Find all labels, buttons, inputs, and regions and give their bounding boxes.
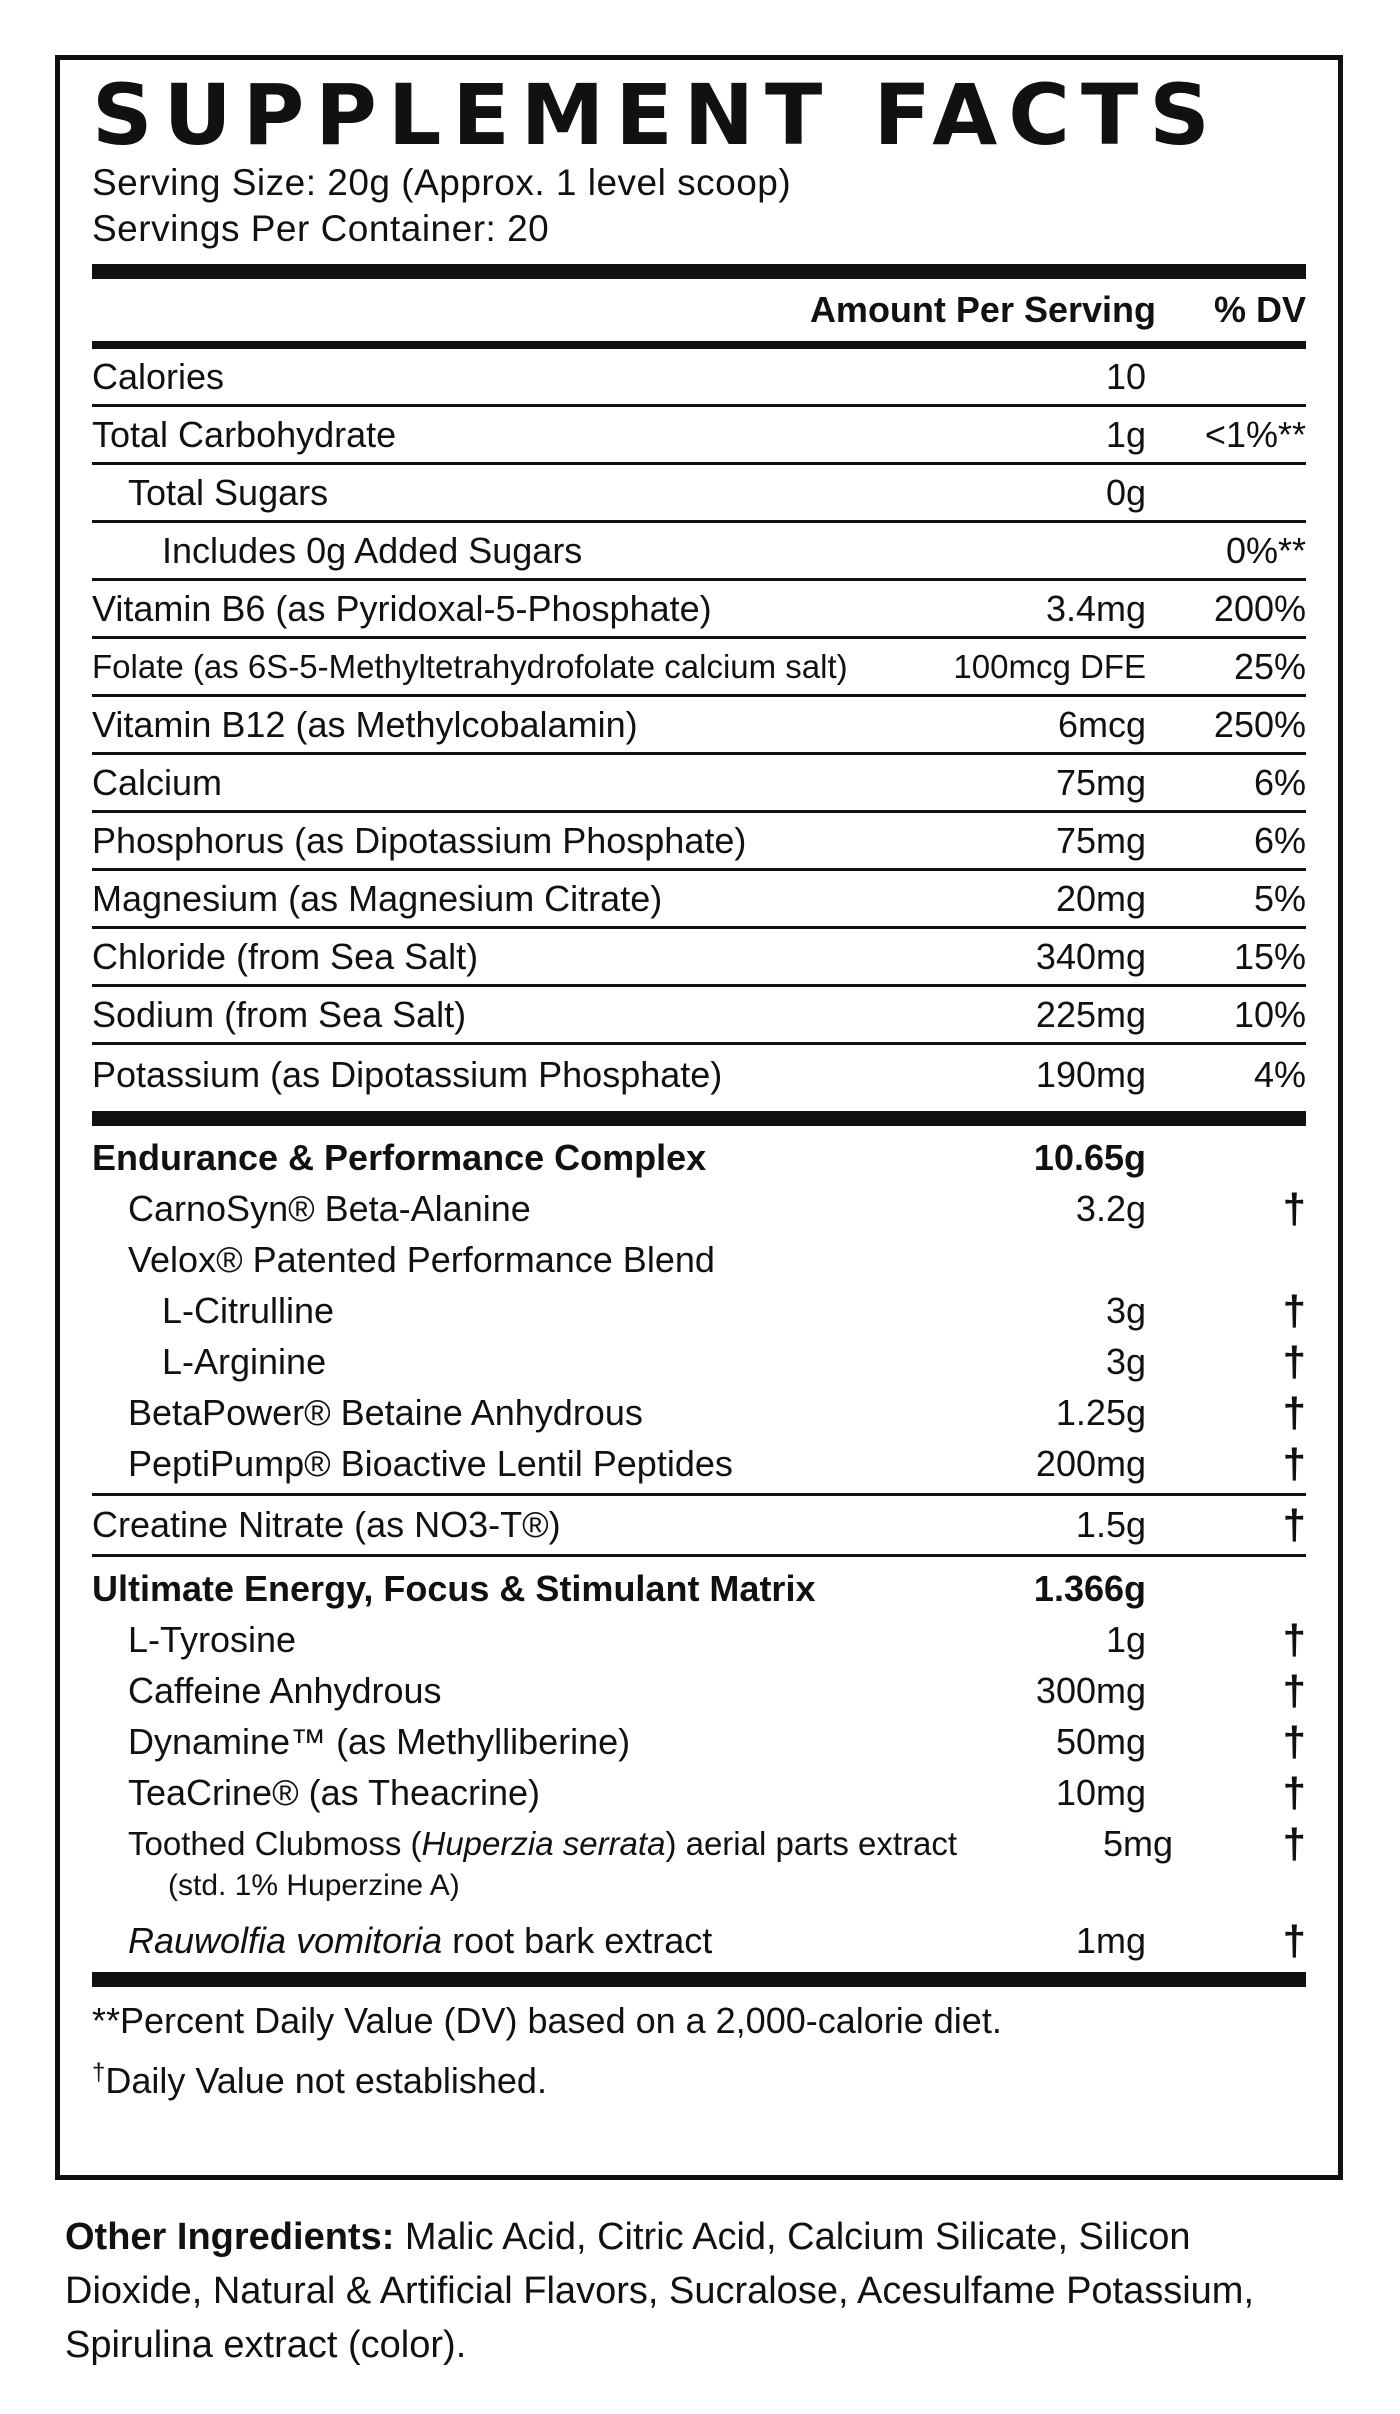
amount-header: Amount Per Serving bbox=[809, 289, 1156, 330]
endurance-complex bbox=[92, 1132, 1306, 1489]
dagger-mark: † bbox=[1282, 1337, 1306, 1385]
creatine-row bbox=[92, 1496, 1306, 1554]
ingredient-name: L-Citrulline bbox=[162, 1289, 335, 1331]
dagger-mark: † bbox=[1282, 1286, 1306, 1334]
other-ingredients-label: Other Ingredients: bbox=[65, 2216, 395, 2258]
nutrient-dv: 6% bbox=[1253, 761, 1306, 803]
nutrient-amount: 1g bbox=[1105, 413, 1146, 455]
servings-per-container: Servings Per Container: 20 bbox=[92, 208, 550, 249]
dagger-mark: † bbox=[1282, 1768, 1306, 1816]
dagger-mark: † bbox=[1282, 1717, 1306, 1765]
nutrient-row bbox=[92, 465, 1306, 523]
nutrient-amount: 100mcg DFE bbox=[953, 647, 1146, 685]
ingredient-row bbox=[92, 1183, 1306, 1234]
nutrient-dv: 200% bbox=[1213, 587, 1306, 629]
ingredient-row bbox=[92, 1438, 1306, 1489]
footnotes bbox=[92, 1995, 1306, 2107]
nutrient-name: Vitamin B6 (as Pyridoxal-5-Phosphate) bbox=[92, 587, 712, 629]
nutrient-dv: 25% bbox=[1233, 645, 1306, 687]
nutrient-dv: 15% bbox=[1233, 935, 1306, 977]
ingredient-amount: 1g bbox=[1105, 1618, 1146, 1660]
divider-thin bbox=[92, 1554, 1306, 1557]
nutrient-row bbox=[92, 697, 1306, 755]
nutrient-dv: 0%** bbox=[1225, 529, 1306, 571]
nutrient-row bbox=[92, 349, 1306, 407]
ingredient-amount: 1mg bbox=[1075, 1919, 1146, 1961]
nutrient-amount: 3.4mg bbox=[1045, 587, 1146, 629]
ingredient-row bbox=[92, 1285, 1306, 1336]
nutrient-row bbox=[92, 639, 1306, 697]
ingredient-subnote: (std. 1% Huperzine A) bbox=[168, 1869, 460, 1902]
ingredient-name: Toothed Clubmoss (Huperzia serrata) aerial parts extract bbox=[128, 1824, 958, 1862]
ingredient-name: TeaCrine® (as Theacrine) bbox=[128, 1771, 541, 1813]
nutrient-name: Magnesium (as Magnesium Citrate) bbox=[92, 877, 663, 919]
nutrient-name: Calcium bbox=[92, 761, 223, 803]
botanical-name: Rauwolfia vomitoria bbox=[128, 1919, 443, 1961]
nutrient-name: Potassium (as Dipotassium Phosphate) bbox=[92, 1054, 723, 1095]
dagger-mark: † bbox=[1282, 1439, 1306, 1487]
ingredient-row bbox=[92, 1614, 1306, 1665]
nutrient-row bbox=[92, 871, 1306, 929]
ingredient-name: Dynamine™ (as Methylliberine) bbox=[128, 1720, 631, 1762]
ingredient-row bbox=[92, 1234, 1306, 1285]
nutrient-row bbox=[92, 1045, 1306, 1105]
dagger-mark: † bbox=[1282, 1501, 1306, 1548]
blend-amount: 1.366g bbox=[1033, 1567, 1146, 1609]
nutrient-amount: 20mg bbox=[1055, 877, 1146, 919]
nutrient-dv: 5% bbox=[1253, 877, 1306, 919]
panel-title: SUPPLEMENT FACTS bbox=[92, 66, 1221, 164]
nutrient-amount: 225mg bbox=[1035, 993, 1146, 1035]
ingredient-row bbox=[92, 1387, 1306, 1438]
nutrient-name: Total Sugars bbox=[128, 471, 329, 513]
ingredient-name: BetaPower® Betaine Anhydrous bbox=[128, 1391, 643, 1433]
nutrient-name: Sodium (from Sea Salt) bbox=[92, 993, 467, 1035]
blend-name: Ultimate Energy, Focus & Stimulant Matrix bbox=[92, 1567, 816, 1609]
blend-name: Endurance & Performance Complex bbox=[92, 1136, 707, 1178]
blend-header bbox=[92, 1132, 1306, 1183]
ingredient-subnote-row bbox=[92, 1869, 1306, 1915]
ingredient-amount: 1.25g bbox=[1055, 1391, 1146, 1433]
nutrient-amount: 6mcg bbox=[1057, 703, 1146, 745]
nutrient-amount: 10 bbox=[1105, 355, 1146, 397]
nutrient-amount: 190mg bbox=[1035, 1054, 1146, 1095]
ingredient-row bbox=[92, 1767, 1306, 1818]
dagger-mark: † bbox=[1282, 1615, 1306, 1663]
ingredient-name: Creatine Nitrate (as NO3-T®) bbox=[92, 1504, 561, 1545]
dagger-mark: † bbox=[1282, 1184, 1306, 1232]
blend-header bbox=[92, 1563, 1306, 1614]
divider-medium bbox=[92, 341, 1306, 349]
nutrient-name: Includes 0g Added Sugars bbox=[162, 529, 583, 571]
ingredient-amount: 50mg bbox=[1055, 1720, 1146, 1762]
divider-thick bbox=[92, 1111, 1306, 1126]
ingredient-amount: 3.2g bbox=[1075, 1187, 1146, 1229]
supplement-facts-panel bbox=[55, 55, 1343, 2180]
panel-content bbox=[92, 60, 1306, 2107]
nutrient-dv: 250% bbox=[1213, 703, 1306, 745]
nutrient-amount: 75mg bbox=[1055, 819, 1146, 861]
nutrient-row bbox=[92, 987, 1306, 1045]
nutrient-row bbox=[92, 523, 1306, 581]
other-ingredients bbox=[65, 2210, 1325, 2372]
ingredient-name: L-Arginine bbox=[162, 1340, 327, 1382]
nutrient-dv: 6% bbox=[1253, 819, 1306, 861]
nutrient-dv: <1%** bbox=[1204, 413, 1306, 455]
table-header bbox=[92, 279, 1306, 341]
ingredient-amount: 3g bbox=[1105, 1340, 1146, 1382]
dagger-mark: † bbox=[1282, 1819, 1306, 1867]
dagger-mark: † bbox=[1282, 1916, 1306, 1964]
serving-size: Serving Size: 20g (Approx. 1 level scoop) bbox=[92, 162, 792, 203]
ingredient-amount: 300mg bbox=[1035, 1669, 1146, 1711]
energy-matrix bbox=[92, 1563, 1306, 1966]
ingredient-row bbox=[92, 1336, 1306, 1387]
nutrient-amount: 340mg bbox=[1035, 935, 1146, 977]
blend-amount: 10.65g bbox=[1033, 1136, 1146, 1178]
nutrient-list bbox=[92, 349, 1306, 1105]
ingredient-amount: 3g bbox=[1105, 1289, 1146, 1331]
ingredient-row bbox=[92, 1915, 1306, 1966]
dagger-mark: † bbox=[1282, 1666, 1306, 1714]
dv-header: % DV bbox=[1213, 289, 1306, 330]
nutrient-name: Total Carbohydrate bbox=[92, 413, 397, 455]
nutrient-name: Vitamin B12 (as Methylcobalamin) bbox=[92, 703, 638, 745]
nutrient-row bbox=[92, 755, 1306, 813]
ingredient-row bbox=[92, 1665, 1306, 1716]
nutrient-dv: 10% bbox=[1233, 993, 1306, 1035]
divider-thick bbox=[92, 264, 1306, 279]
nutrient-row bbox=[92, 581, 1306, 639]
nutrient-name: Calories bbox=[92, 355, 225, 397]
nutrient-name: Folate (as 6S-5-Methyltetrahydrofolate calcium salt) bbox=[92, 647, 848, 685]
nutrient-name: Phosphorus (as Dipotassium Phosphate) bbox=[92, 819, 747, 861]
ingredient-name: Velox® Patented Performance Blend bbox=[128, 1238, 715, 1280]
dagger-mark: † bbox=[1282, 1388, 1306, 1436]
ingredient-row bbox=[92, 1716, 1306, 1767]
ingredient-name: Caffeine Anhydrous bbox=[128, 1669, 442, 1711]
dv-footnote: **Percent Daily Value (DV) based on a 2,000-calorie diet. bbox=[92, 2000, 1002, 2041]
nutrient-name: Chloride (from Sea Salt) bbox=[92, 935, 479, 977]
nutrient-dv: 4% bbox=[1253, 1054, 1306, 1095]
ingredient-amount: 1.5g bbox=[1075, 1504, 1146, 1545]
ingredient-name: PeptiPump® Bioactive Lentil Peptides bbox=[128, 1442, 733, 1484]
nutrient-amount: 0g bbox=[1105, 471, 1146, 513]
dagger-footnote: †Daily Value not established. bbox=[92, 2059, 547, 2101]
ingredient-row bbox=[92, 1818, 1306, 1869]
nutrient-row bbox=[92, 813, 1306, 871]
nutrient-amount: 75mg bbox=[1055, 761, 1146, 803]
other-ingredients-text: Malic Acid, Citric Acid, Calcium Silicate, Silicon Dioxide, Natural & Artificial Flavors, Sucralose, Acesulfame Potassium, Spirulina extract (color). bbox=[65, 2216, 1255, 2366]
divider-thick bbox=[92, 1972, 1306, 1987]
nutrient-row bbox=[92, 929, 1306, 987]
ingredient-amount: 5mg bbox=[1103, 1822, 1174, 1864]
nutrient-row bbox=[92, 407, 1306, 465]
ingredient-name: Rauwolfia vomitoria root bark extract bbox=[128, 1919, 713, 1961]
ingredient-name: L-Tyrosine bbox=[128, 1618, 297, 1660]
botanical-name: Huperzia serrata bbox=[421, 1824, 666, 1862]
ingredient-name: CarnoSyn® Beta-Alanine bbox=[128, 1187, 531, 1229]
ingredient-amount: 200mg bbox=[1035, 1442, 1146, 1484]
ingredient-amount: 10mg bbox=[1055, 1771, 1146, 1813]
